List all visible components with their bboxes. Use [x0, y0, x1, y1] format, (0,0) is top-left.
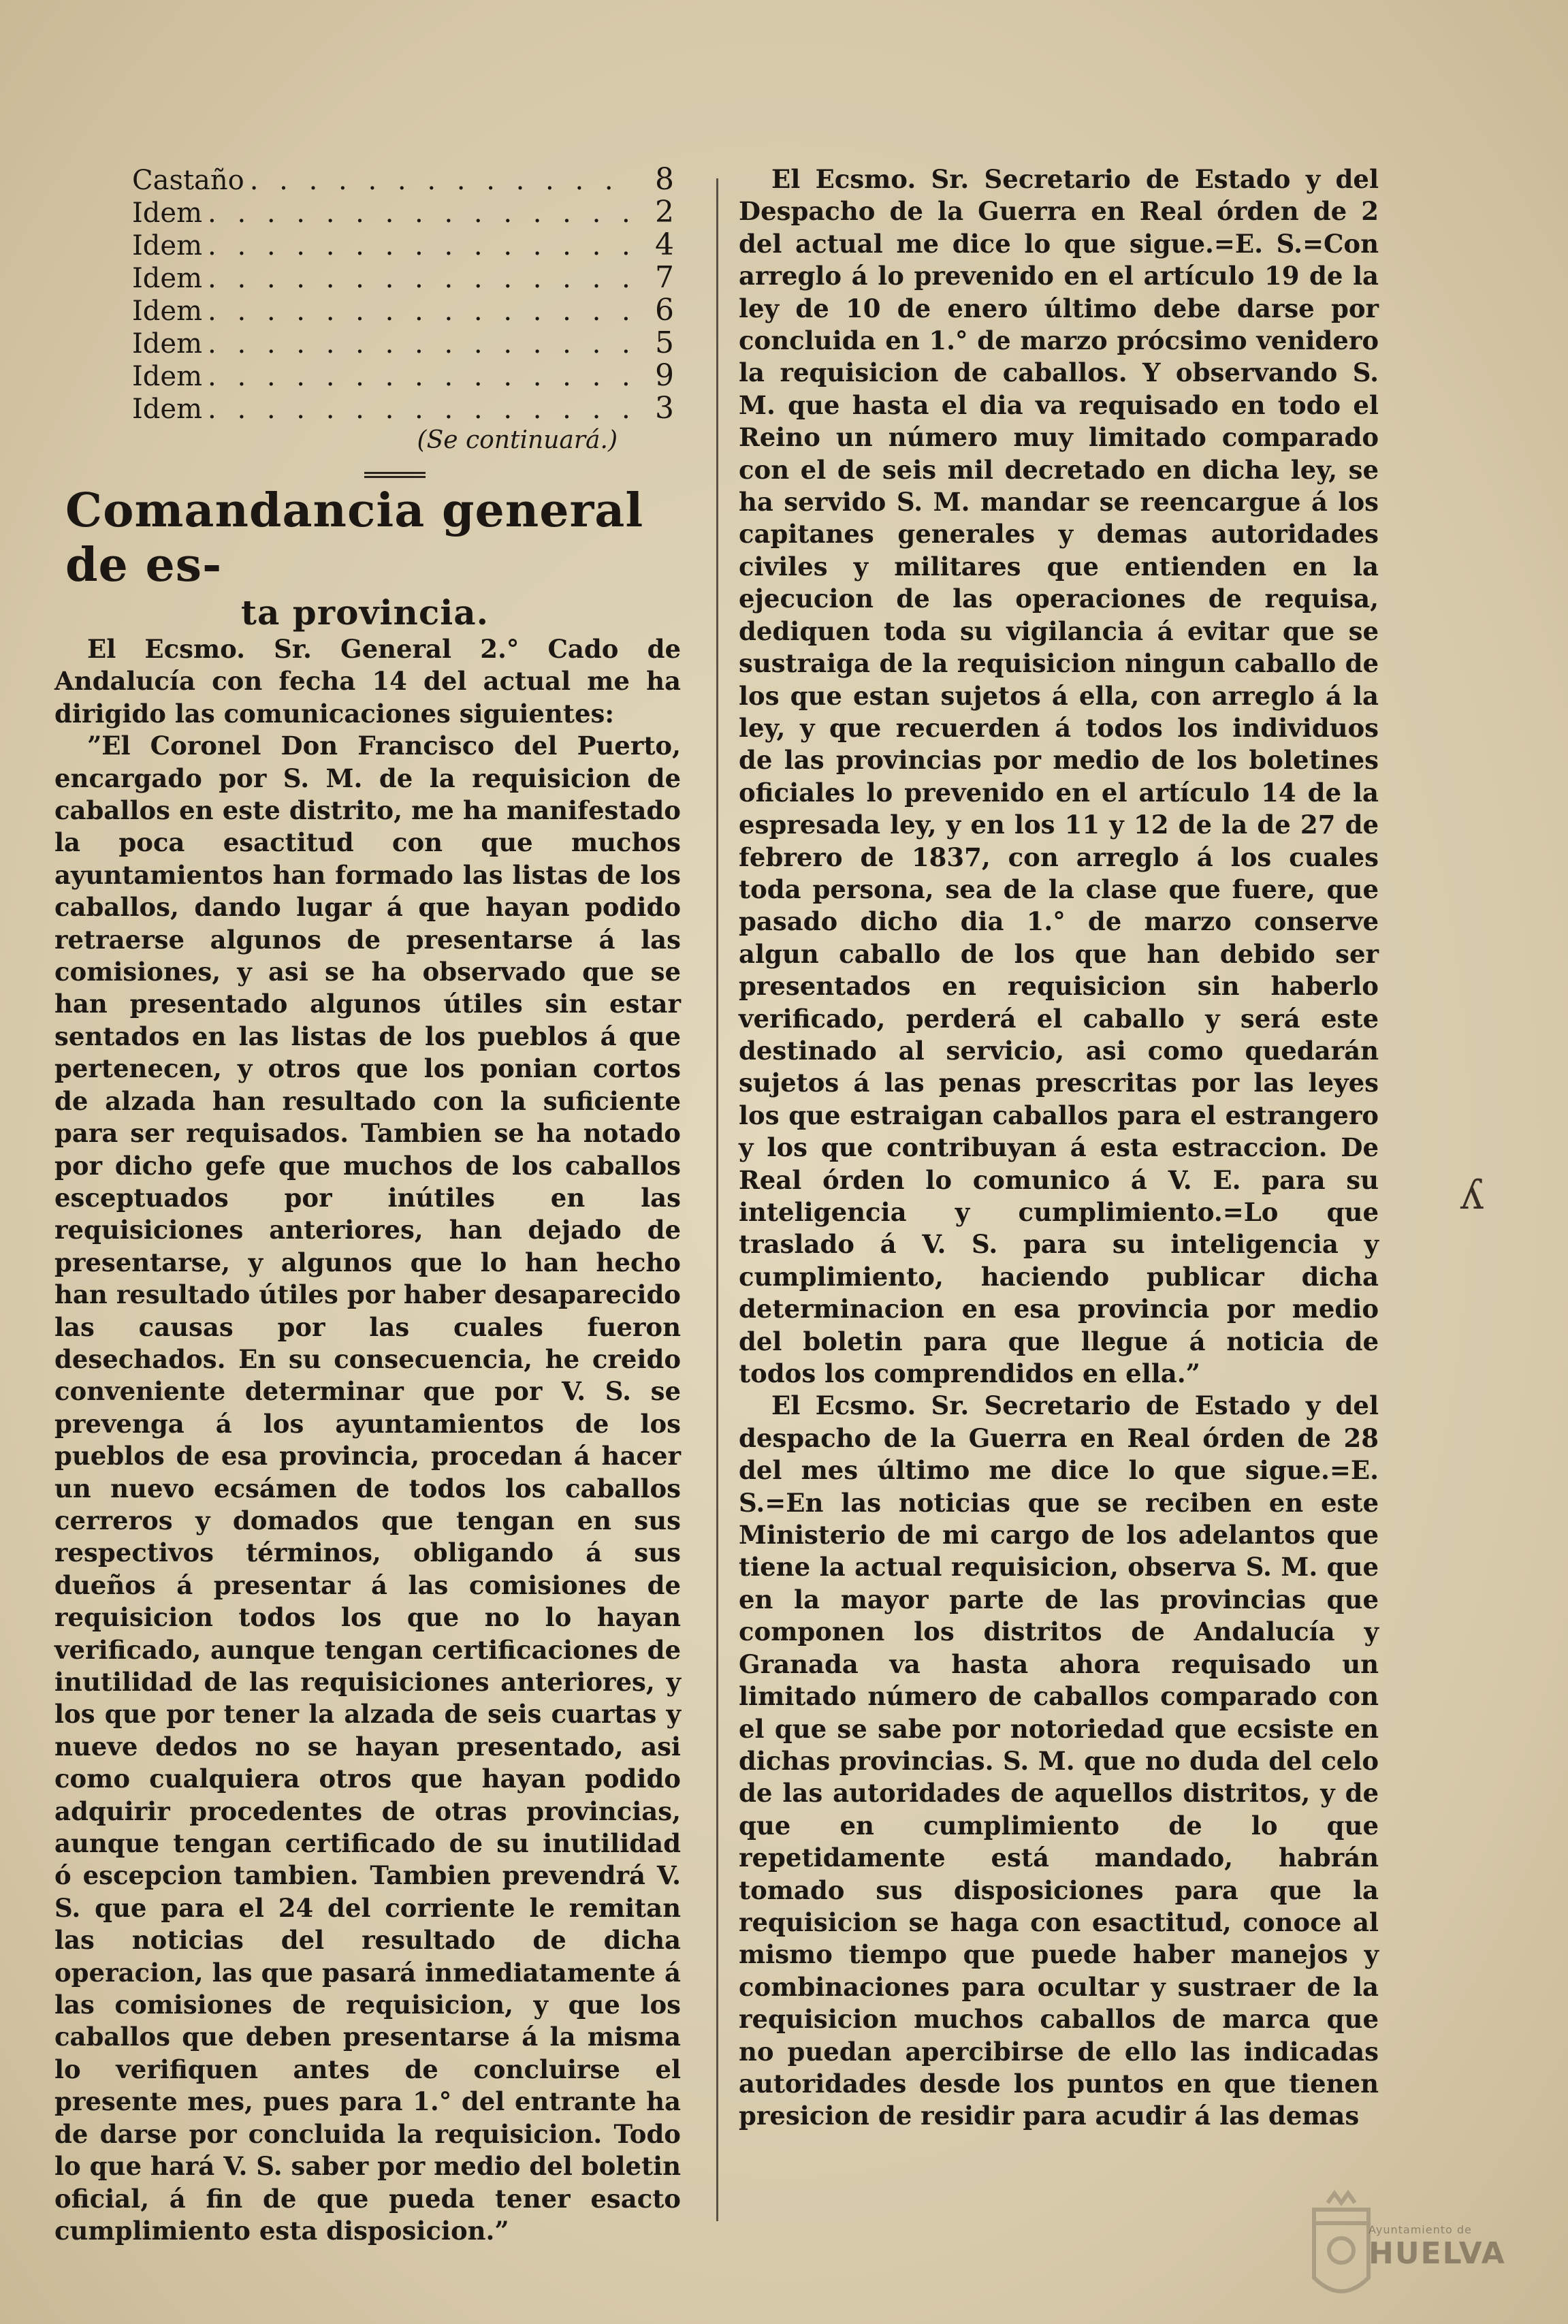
handwritten-mark-icon: ʎ	[1460, 1171, 1484, 1219]
heading-line-1: Comandancia general de es-	[65, 483, 644, 592]
list-item: Idem . . . 6	[132, 294, 674, 327]
list-item: Idem . . . 7	[132, 261, 674, 294]
column-divider	[716, 178, 718, 2221]
section-heading	[65, 483, 681, 633]
list-item: Idem . . . 9	[132, 360, 674, 392]
right-paragraph: El Ecsmo. Sr. Secretario de Estado y del despacho de la Guerra en Real órden de 28 del mes último me dice lo que sigue.=E. S.=En las noticias que se reciben en este Ministerio de mi cargo de los adelantos que tiene la actual requisicion, observa S. M. que en la mayor parte de las provincias que componen los distritos de Andalucía y Granada va hasta ahora requisado un limitado número de caballos comparado con el que se sabe por notoriedad que ecsiste en dichas provincias. S. M. que no duda del celo de las autoridades de aquellos distritos, y de que en cumplimiento de lo que repetidamente está mandado, habrán tomado sus disposiciones para que la requisicion se haga con esactitud, conoce al mismo tiempo que puede haber manejos y combinaciones para ocultar y sustraer de la requisicion muchos caballos de marca que no puedan apercibirse de ello las indicadas autoridades desde los puntos en que tienen presicion de residir para acudir á las demas	[739, 1390, 1379, 2131]
right-column	[739, 163, 1379, 2133]
list-item: Idem . . . 3	[132, 392, 674, 425]
left-column	[54, 163, 681, 2247]
list-item: Idem . . . 5	[132, 327, 674, 360]
left-paragraph: ”El Coronel Don Francisco del Puerto, encargado por S. M. de la requisicion de caballos en este distrito, me ha manifestado la poca esactitud con que muchos ayuntamientos han formado las listas de los caballos, dando lugar á que hayan podido retraerse algunos de presentarse á las comisiones, y asi se ha observado que se han presentado algunos útiles sin estar sentados en las listas de los pueblos á que pertenecen, y otros que los ponian cortos de alzada han resultado con la suficiente para ser requisados. Tambien se ha notado por dicho gefe que muchos de los caballos esceptuados por inútiles en las requisiciones anteriores, han dejado de presentarse, y algunos que lo han hecho han resultado útiles por haber desaparecido las causas por las cuales fueron desechados. En su consecuencia, he creido conveniente determinar que por V. S. se prevenga á los ayuntamientos de los pueblos de esa provincia, procedan á hacer un nuevo ecsámen de todos los caballos cerreros y domados que tengan en sus respectivos términos, obligando á sus dueños á presentar á las comisiones de requisicion todos los que no lo hayan verificado, aunque tengan certificaciones de inutilidad de las requisiciones anteriores, y los que por tener la alzada de seis cuartas y nueve dedos no se hayan presentado, asi como cualquiera otros que hayan podido adquirir procedentes de otras provincias, aunque tengan certificado de su inutilidad ó escepcion tambien. Tambien prevendrá V. S. que para el 24 del corriente le remitan las noticias del resultado de dicha operacion, las que pasará inmediatamente á las comisiones de requisicion, y que los caballos que deben presentarse á la misma lo verifiquen antes de concluirse el presente mes, pues para 1.° del entrante ha de darse por concluida la requisicion. Todo lo que hará V. S. saber por medio del boletin oficial, á fin de que pueda tener esacto cumplimiento esta disposicion.”	[54, 731, 681, 2246]
list-item: Castaño . . . 8	[132, 163, 674, 196]
archive-stamp-text: Ayuntamiento de HUELVA	[1369, 2223, 1506, 2271]
left-paragraph: El Ecsmo. Sr. General 2.° Cado de Andalucía con fecha 14 del actual me ha dirigido las comunicaciones siguientes:	[54, 634, 681, 729]
horse-list	[54, 163, 681, 425]
section-rule	[364, 472, 426, 478]
list-item: Idem . . . 2	[132, 196, 674, 229]
right-paragraph: El Ecsmo. Sr. Secretario de Estado y del Despacho de la Guerra en Real órden de 2 del actual me dice lo que sigue.=E. S.=Con arreglo á lo prevenido en el artículo 19 de la ley de 10 de enero último debe darse por concluida en 1.° de marzo prócsimo venidero la requisicion de caballos. Y observando S. M. que hasta el dia va requisado en todo el Reino un número muy limitado comparado con el de seis mil decretado en dicha ley, se ha servido S. M. mandar se reencargue á los capitanes generales y demas autoridades civiles y militares que entienden en la ejecucion de las operaciones de requisa, dediquen toda su vigilancia á evitar que se sustraiga de la requisicion ningun caballo de los que estan sujetos á ella, con arreglo á la ley, y que recuerden á todos los individuos de las provincias por medio de los boletines oficiales lo prevenido en el artículo 14 de la espresada ley, y en los 11 y 12 de la de 27 de febrero de 1837, con arreglo á los cuales toda persona, sea de la clase que fuere, que pasado dicho dia 1.° de marzo conserve algun caballo de los que han debido ser presentados en requisicion sin haberlo verificado, perderá el caballo y será este destinado al servicio, asi como quedarán sujetos á las penas prescritas por las leyes los que estraigan caballos para el estrangero y los que contribuyan á esta estraccion. De Real órden lo comunico á V. E. para su inteligencia y cumplimiento.=Lo que traslado á V. S. para su inteligencia y cumplimiento, haciendo publicar dicha determinacion en esa provincia por medio del boletin para que llegue á noticia de todos los comprendidos en ella.”	[739, 164, 1379, 1389]
heading-line-2: ta provincia.	[240, 592, 490, 633]
continued-note: (Se continuará.)	[417, 426, 618, 454]
list-item: Idem . . . 4	[132, 229, 674, 261]
